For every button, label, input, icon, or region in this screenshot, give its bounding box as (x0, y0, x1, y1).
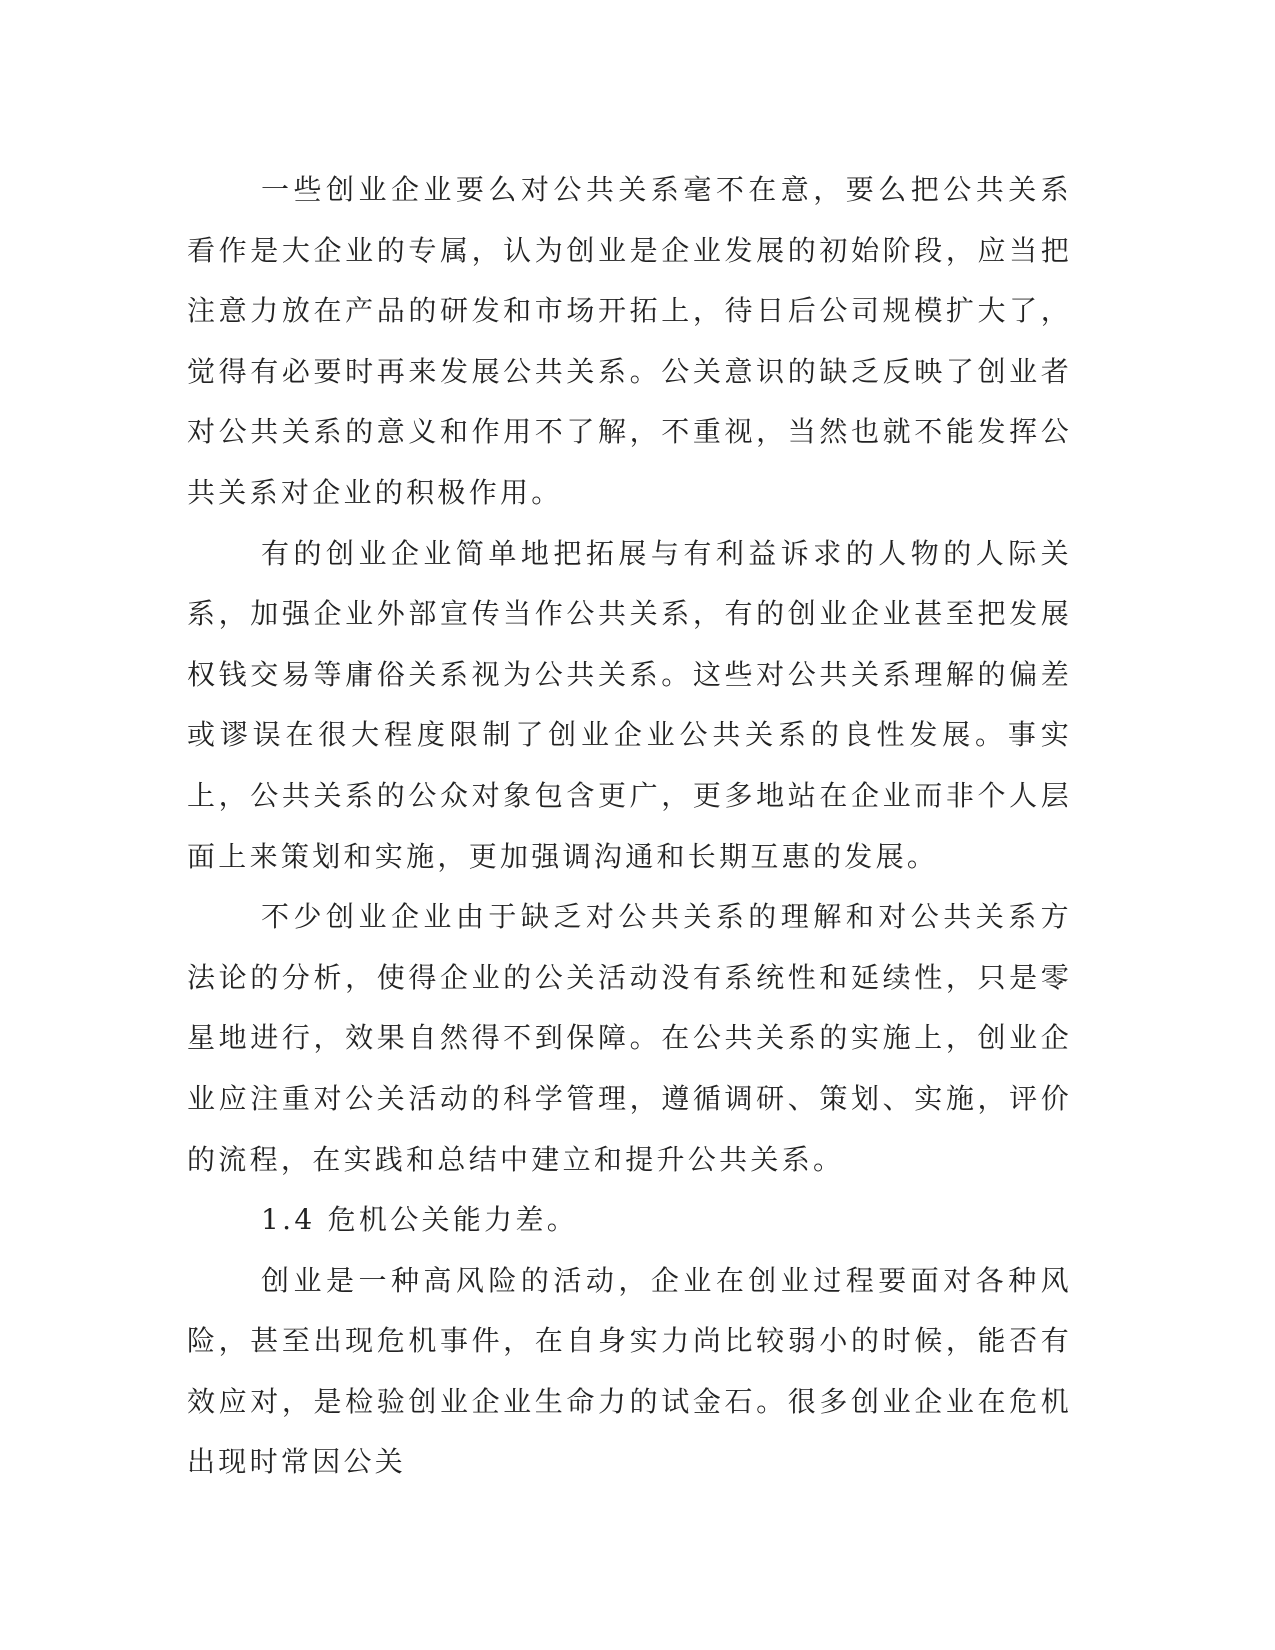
body-text (187, 160, 1072, 1493)
paragraph-1: 一些创业企业要么对公共关系毫不在意，要么把公共关系看作是大企业的专属，认为创业是企业发展的初始阶段，应当把注意力放在产品的研发和市场开拓上，待日后公司规模扩大了，觉得有必要时再来发展公共关系。公关意识的缺乏反映了创业者对公共关系的意义和作用不了解，不重视，当然也就不能发挥公共关系对企业的积极作用。 (187, 173, 1072, 509)
section-heading: 1.4 危机公关能力差。 (261, 1203, 579, 1237)
paragraph-3: 不少创业企业由于缺乏对公共关系的理解和对公共关系方法论的分析，使得企业的公关活动没有系统性和延续性，只是零星地进行，效果自然得不到保障。在公共关系的实施上，创业企业应注重对公关活动的科学管理，遵循调研、策划、实施，评价的流程，在实践和总结中建立和提升公共关系。 (187, 900, 1072, 1176)
paragraph-4: 创业是一种高风险的活动，企业在创业过程要面对各种风险，甚至出现危机事件，在自身实力尚比较弱小的时候，能否有效应对，是检验创业企业生命力的试金石。很多创业企业在危机出现时常因公关 (187, 1263, 1072, 1479)
paragraph-2: 有的创业企业简单地把拓展与有利益诉求的人物的人际关系，加强企业外部宣传当作公共关系，有的创业企业甚至把发展权钱交易等庸俗关系视为公共关系。这些对公共关系理解的偏差或谬误在很大程度限制了创业企业公共关系的良性发展。事实上，公共关系的公众对象包含更广，更多地站在企业而非个人层面上来策划和实施，更加强调沟通和长期互惠的发展。 (187, 536, 1072, 873)
